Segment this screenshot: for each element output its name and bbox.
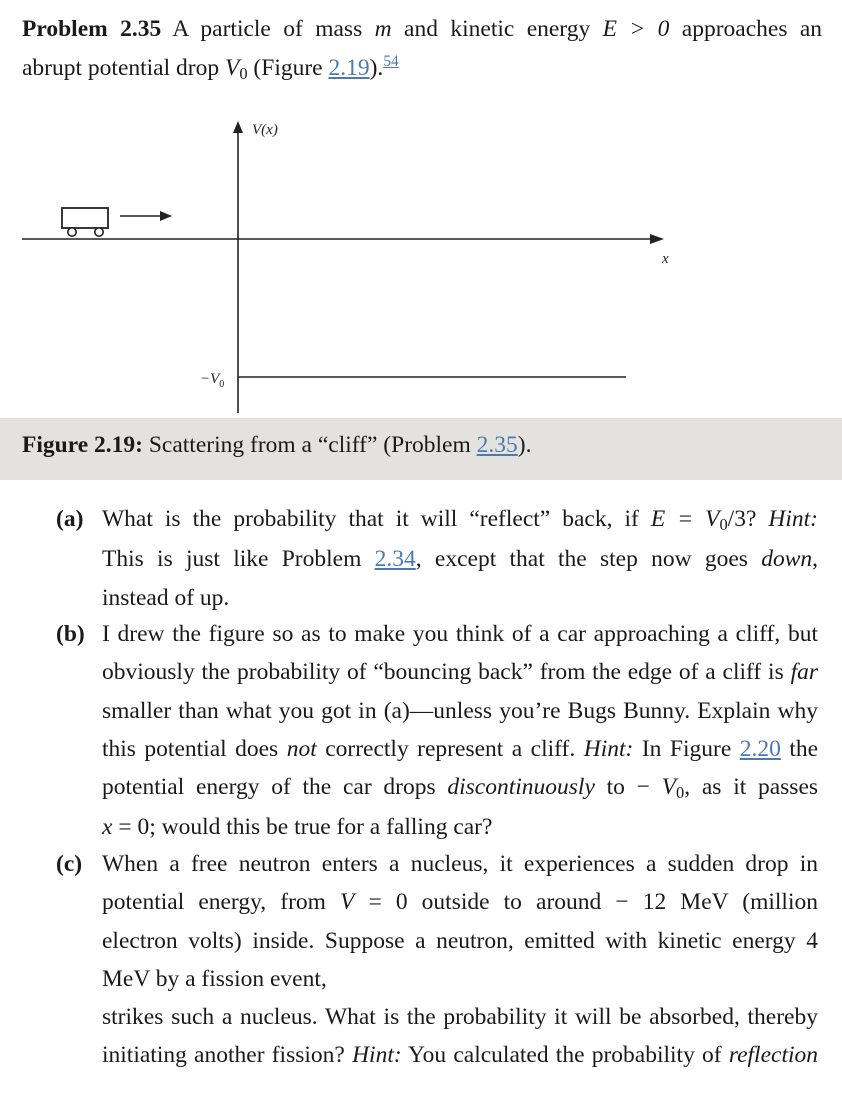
x-axis-label: x: [662, 251, 669, 267]
problem-2-34-link[interactable]: 2.34: [374, 546, 416, 573]
part-a-label: (a): [56, 506, 84, 532]
car-icon: [62, 208, 108, 236]
figure-2-19: [22, 115, 674, 418]
y-axis-arrowhead: [233, 121, 243, 133]
mass-symbol: m: [374, 16, 392, 42]
figure-2-20-link[interactable]: 2.20: [739, 735, 781, 762]
problem-statement: Problem 2.35 A particle of mass m and kinetic energy E > 0 approaches an abrupt potential drop V0 (Figure 2.19).$^{54}$: [22, 16, 823, 84]
part-c-label: (c): [56, 851, 83, 877]
problem-link[interactable]: 2.35: [476, 432, 518, 458]
step-label: $-V_0$: [200, 371, 225, 390]
figure-caption-label: Figure 2.19:: [22, 432, 143, 458]
part-b: (b) I drew the figure so as to make you think of a car approaching a cliff, but obviously the probability of “bouncing back” from the edge of a cliff is far smaller than what you got in (a)—unless you’re Bugs Bunny. Explain why this potential does not correctly represent a cliff. Hint: In Figure 2.20 the potential energy of the car drops discontinuously to − V0, as it passes x = 0; would this be true for a falling car?: [56, 615, 818, 847]
energy-condition: E > 0: [602, 16, 670, 42]
x-axis-arrowhead: [650, 234, 664, 244]
part-a: (a) What is the probability that it will “reflect” back, if E = V0/3? Hint: This is just like Problem 2.34, except that the step now goes down, instead of up.: [56, 500, 818, 617]
part-b-label: (b): [56, 621, 85, 647]
figure-caption: Figure 2.19: Scattering from a “cliff” (Problem 2.35).: [22, 432, 532, 458]
problem-number: Problem 2.35: [22, 16, 162, 42]
figure-link[interactable]: 2.19: [328, 55, 370, 81]
motion-arrow-icon: [120, 211, 172, 221]
footnote-link[interactable]: 54: [383, 52, 399, 70]
y-axis-label: V(x): [252, 122, 278, 138]
part-c: (c) When a free neutron enters a nucleus, it experiences a sudden drop in potential energy, from V = 0 outside to around − 12 MeV (million electron volts) inside. Suppose a neutron, emitted with kinetic energy 4 MeV by a fission event, strikes such a nucleus. What is the probability it will be absorbed, thereby initiating another fission? Hint: You calculated the probability of reflection: [56, 845, 818, 1075]
potential-diagram: [22, 115, 674, 418]
